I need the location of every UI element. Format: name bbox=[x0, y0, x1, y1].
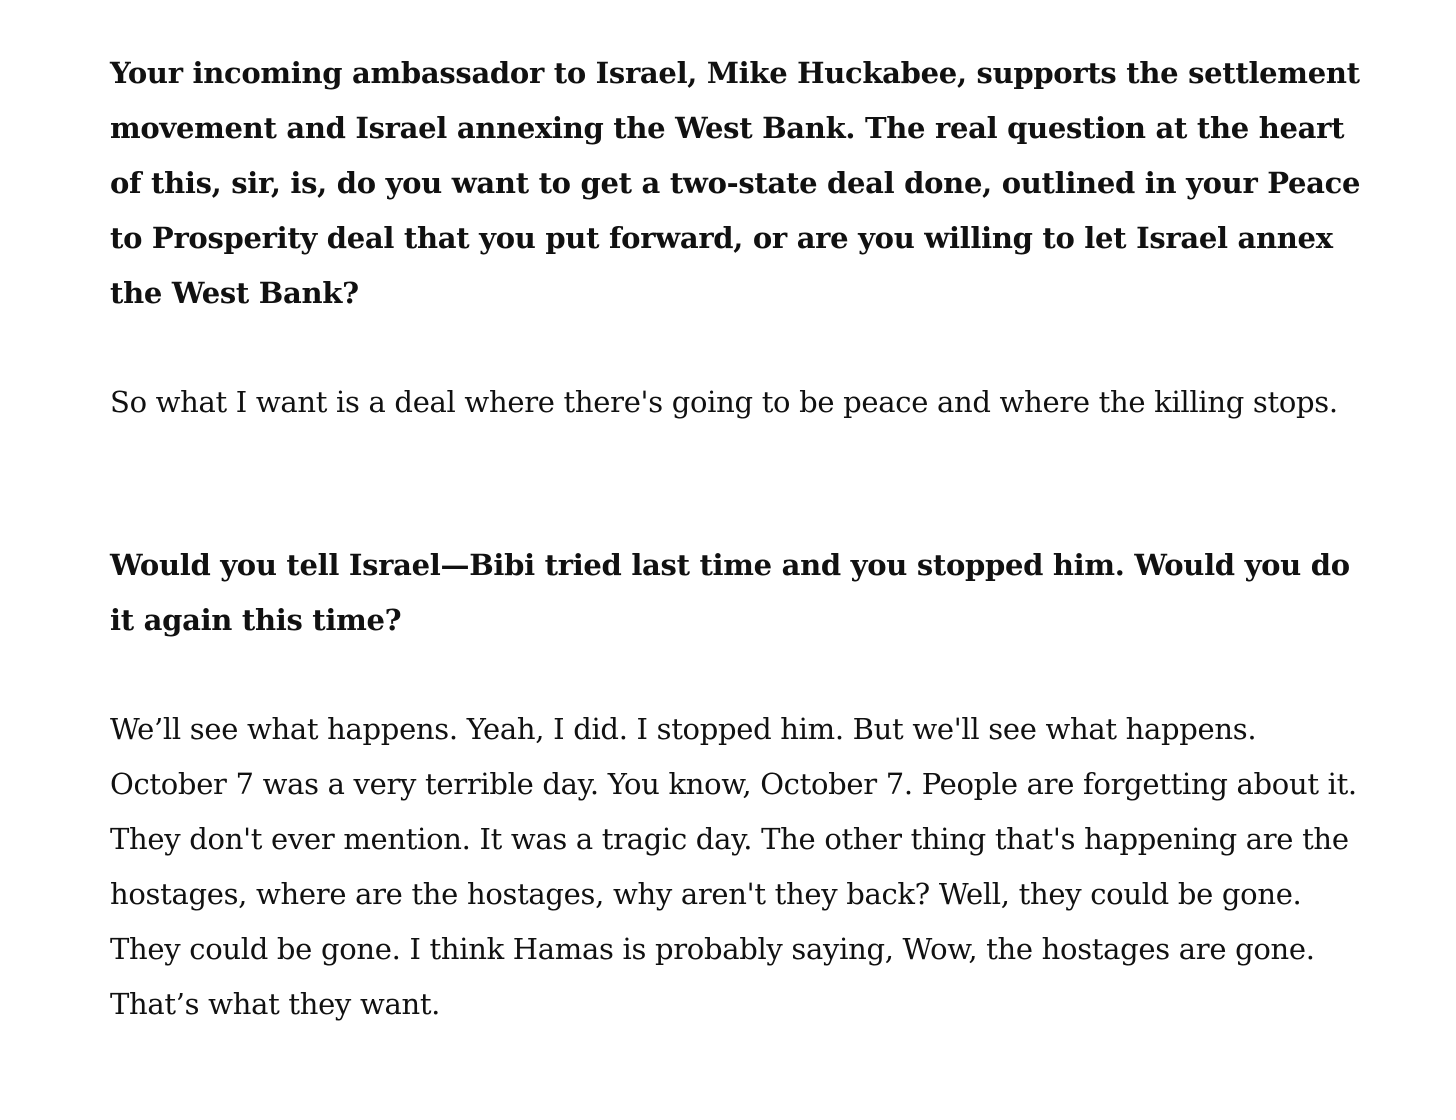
question-paragraph: Would you tell Israel—Bibi tried last time and you stopped him. Would you do it again this time? bbox=[110, 548, 1350, 637]
answer-paragraph: We’ll see what happens. Yeah, I did. I stopped him. But we'll see what happens. October 7 was a very terrible day. You know, October 7. People are forgetting about it. They don't ever mention. It was a tragic day. The other thing that's happening are the hostages, where are the hostages, why aren't they back? Well, they could be gone. They could be gone. I think Hamas is probably saying, Wow, the hostages are gone. That’s what they want. bbox=[110, 712, 1357, 1021]
paragraph-spacer bbox=[110, 430, 1370, 538]
answer-paragraph: So what I want is a deal where there's going to be peace and where the killing stops. bbox=[110, 385, 1338, 419]
article-body bbox=[110, 46, 1370, 1032]
question-paragraph: Your incoming ambassador to Israel, Mike Huckabee, supports the settlement movement and Israel annexing the West Bank. The real question at the heart of this, sir, is, do you want to get a two-state deal done, outlined in your Peace to Prosperity deal that you put forward, or are you willing to let Israel annex the West Bank? bbox=[110, 56, 1361, 310]
paragraph-spacer bbox=[110, 648, 1370, 702]
paragraph-spacer bbox=[110, 321, 1370, 375]
